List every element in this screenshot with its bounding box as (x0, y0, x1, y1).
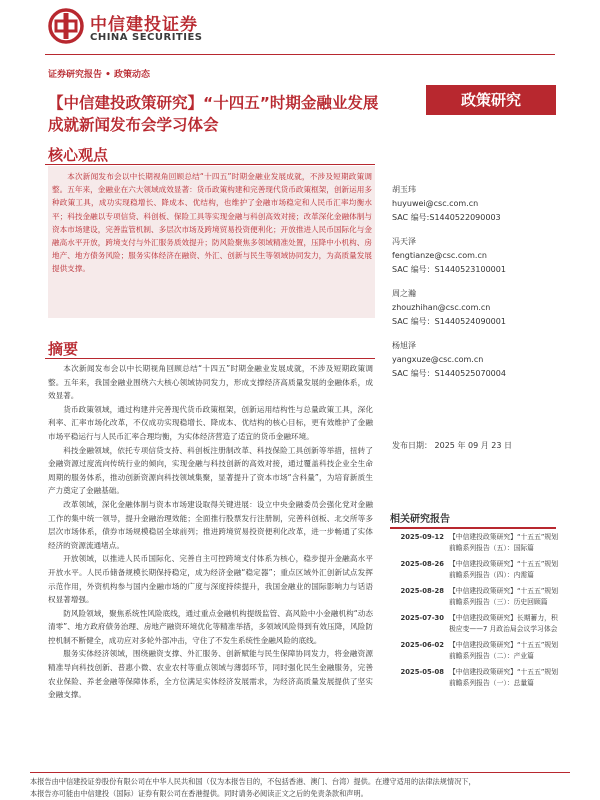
related-date: 2025-08-26 (400, 560, 444, 568)
author-card (392, 235, 557, 277)
report-title: 【中信建投政策研究】“十四五”时期金融业发展成就新闻发布会学习体会 (48, 94, 379, 134)
related-title-link[interactable]: 【中信建投政策研究】长期蓄力，积极应变——7 月政治局会议学习体会 (449, 614, 558, 633)
author-email[interactable]: zhouzhihan@csc.com.cn (392, 303, 491, 312)
related-title-link[interactable]: 【中信建投政策研究】“十五五”规划前瞻系列报告（四）：内需篇 (449, 560, 558, 579)
related-header (390, 507, 556, 529)
core-divider (45, 164, 375, 165)
abstract-paragraph: 开放领域，以推进人民币国际化、完善自主可控跨境支付体系为核心，稳步提升金融高水平开放水平。人民币储备规模长期保持稳定，成为经济金融“稳定器”；重点区域外汇创新试点发挥示范作用，外资机构参与国内金融市场的广度与深度持续提升，我国金融业的国际影响力与话语权显著增强。 (48, 554, 373, 605)
related-date: 2025-06-02 (400, 641, 444, 649)
logo-cn-text: 中信建投证券 (90, 15, 198, 35)
abstract-heading: 摘要 (48, 340, 79, 358)
author-name: 冯天泽 (392, 237, 416, 246)
abstract-paragraph: 服务实体经济领域，围绕融资支撑、外汇服务、创新赋能与民生保障协同发力，将金融资源精准导向科技创新、普惠小微、农业农村等重点领域与薄弱环节，同时强化民生金融服务，完善农业保险、养老金融等保障体系，全方位满足实体经济发展需求，为经济高质量发展提供了坚实金融支撑。 (48, 649, 373, 700)
author-sac: SAC 编号：S1440524090001 (392, 317, 506, 326)
abstract-divider (45, 358, 375, 359)
related-item[interactable] (392, 586, 558, 608)
related-list (392, 532, 558, 694)
author-email[interactable]: huyuwei@csc.com.cn (392, 199, 479, 208)
related-heading: 相关研究报告 (390, 514, 450, 525)
author-sac: SAC 编号：S1440525070004 (392, 369, 506, 378)
author-sac: SAC 编号:S1440522090003 (392, 213, 501, 222)
author-sac: SAC 编号：S1440523100001 (392, 265, 506, 274)
logo-en-text: CHINA SECURITIES (90, 32, 203, 43)
header-divider (45, 54, 555, 55)
abstract-body (48, 362, 373, 702)
core-heading: 核心观点 (48, 146, 109, 164)
related-title-link[interactable]: 【中信建投政策研究】“十五五”规划前瞻系列报告（三）：历史回顾篇 (449, 587, 558, 606)
author-name: 周之瀚 (392, 289, 416, 298)
related-date: 2025-05-08 (400, 668, 444, 676)
author-name: 胡玉玮 (392, 185, 416, 194)
related-item[interactable] (392, 532, 558, 554)
related-item[interactable] (392, 667, 558, 689)
footer-divider (30, 772, 570, 773)
abstract-paragraph: 改革领域，深化金融体制与资本市场建设取得关键进展：设立中央金融委员会强化党对金融工作的集中统一领导，提升金融治理效能；全面推行股票发行注册制，完善科创板、北交所等多层次市场体系，债券市场规模稳居全球前列；推进跨境贸易投资便利化改革，进一步畅通了实体经济的资源流通堵点。 (48, 499, 373, 550)
related-item[interactable] (392, 559, 558, 581)
abstract-paragraph: 本次新闻发布会以中长期视角回顾总结“十四五”时期金融业发展成就，不涉及短期政策调整。五年来，我国金融业围绕六大核心领域协同发力，形成支撑经济高质量发展的金融体系，成效显著。 (48, 364, 373, 401)
company-logo (48, 6, 248, 46)
core-text: 本次新闻发布会以中长期视角回顾总结“十四五”时期金融业发展成就，不涉及短期政策调整。五年来，金融业在六大领域成效显著：货币政策构建和完善现代货币政策框架，创新运用多种政策工具，成功实现稳增长、降成本、优结构，也维护了金融市场稳定和人民币汇率均衡水平；科技金融以专项信贷、科创板、保险工具等实现金融与科创高效对接；改革深化金融体制与资本市场建设，完善监管机制、多层次市场及跨境贸易投资便利化；开放推进人民币国际化与金融高水平开放，跨境支付与外汇服务质效提升；防风险聚焦多领域精准处置，压降中小机构、房地产、地方债务风险；服务实体经济在融资、外汇、创新与民生等领域协同发力，为高质量发展提供支撑。 (52, 172, 372, 274)
abstract-paragraph: 防风险领域，聚焦系统性风险底线，通过重点金融机构提级监管、高风险中小金融机构“动态清零”、地方政府债务治理、房地产融资环境优化等精准举措，多领域风险得到有效压降，风险防控机制不断健全，成功应对多轮外部冲击，守住了不发生系统性金融风险的底线。 (48, 608, 373, 645)
author-card (392, 339, 557, 381)
related-date: 2025-08-28 (400, 587, 444, 595)
related-item[interactable] (392, 613, 558, 635)
author-list (392, 183, 557, 391)
footer-disclaimer (30, 776, 575, 799)
publish-date: 发布日期： 2025 年 09 月 23 日 (392, 441, 512, 450)
footer-line-2: 本报告亦可能由中信建投（国际）证券有限公司在香港提供。同时请务必阅读正文之后的免责条款和声明。 (30, 788, 368, 798)
related-date: 2025-07-30 (400, 614, 444, 622)
logo-mark-icon (48, 8, 84, 44)
author-email[interactable]: fengtianze@csc.com.cn (392, 251, 487, 260)
related-title-link[interactable]: 【中信建投政策研究】“十五五”规划前瞻系列报告（一）：总量篇 (449, 668, 558, 687)
related-title-link[interactable]: 【中信建投政策研究】“十五五”规划前瞻系列报告（五）：国际篇 (449, 533, 558, 552)
abstract-paragraph: 货币政策领域，通过构建并完善现代货币政策框架，创新运用结构性与总量政策工具，深化利率、汇率市场化改革，不仅成功实现稳增长、降成本、优结构的核心目标，更有效维护了金融市场平稳运行与人民币汇率合理均衡，为实体经济营造了适宜的货币金融环境。 (48, 404, 373, 441)
abstract-paragraph: 科技金融领域，依托专项信贷支持、科创板注册制改革、科技保险工具创新等举措，扭转了金融资源过度流向传统行业的倾向，实现金融与科技创新的高效对接，通过覆盖科技企业全生命周期的服务体系，推动创新资源向科技领域集聚，显著提升了资本市场“含科量”，为培育新质生产力奠定了金融基础。 (48, 445, 373, 496)
category-badge: 政策研究 (426, 85, 556, 115)
related-title-link[interactable]: 【中信建投政策研究】“十五五”规划前瞻系列报告（二）：产业篇 (449, 641, 558, 660)
footer-line-1: 本报告由中信建投证券股份有限公司在中华人民共和国（仅为本报告目的，不包括香港、澳门、台湾）提供。在遵守适用的法律法规情况下， (30, 777, 476, 786)
related-item[interactable] (392, 640, 558, 662)
related-date: 2025-09-12 (400, 533, 444, 541)
author-card (392, 183, 557, 225)
author-card (392, 287, 557, 329)
author-name: 杨旭泽 (392, 341, 416, 350)
author-email[interactable]: yangxuze@csc.com.cn (392, 355, 484, 364)
breadcrumb: 证券研究报告 • 政策动态 (48, 70, 151, 80)
